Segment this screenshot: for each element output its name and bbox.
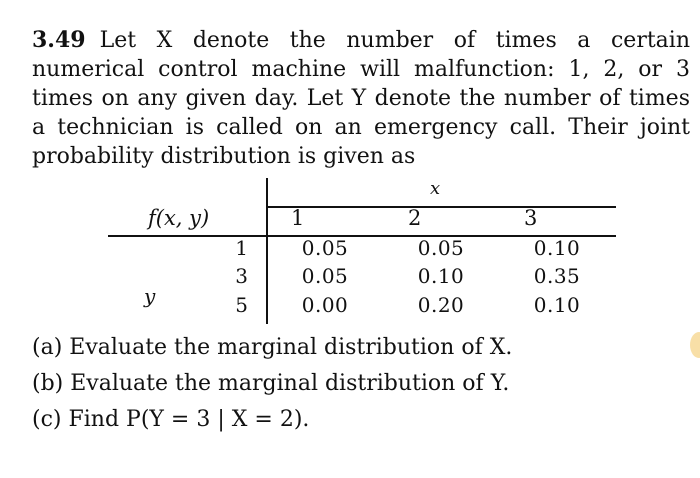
question-parts	[32, 330, 512, 438]
edge-highlight-mark	[690, 332, 700, 358]
x-value-header: 3	[524, 206, 538, 230]
question-part-a: (a) Evaluate the marginal distribution of X.	[32, 335, 513, 360]
table-vertical-rule	[266, 178, 268, 324]
y-value: 1	[235, 236, 248, 260]
question-part-c: (c) Find P(Y = 3 | X = 2).	[32, 407, 310, 432]
y-value: 3	[235, 264, 248, 288]
x-value-header: 2	[408, 206, 422, 230]
probability-cell: 0.10	[533, 236, 581, 260]
x-value-header: 1	[291, 206, 305, 230]
y-value: 5	[235, 293, 248, 317]
problem-text: Let X denote the number of times a certain numerical control machine will malfunction: 1, 2, or 3 times on any given day. Let Y denote the number of times a technician is called on an emergency call. Their joint probability distribution is given as	[32, 28, 690, 169]
y-variable-label: y	[144, 284, 156, 308]
probability-cell: 0.05	[301, 236, 349, 260]
probability-cell: 0.10	[417, 264, 465, 288]
table-header-rule	[266, 206, 616, 208]
probability-cell: 0.00	[301, 293, 349, 317]
probability-cell: 0.20	[417, 293, 465, 317]
probability-cell: 0.10	[533, 293, 581, 317]
question-part-b: (b) Evaluate the marginal distribution of Y.	[32, 371, 510, 396]
probability-cell: 0.05	[417, 236, 465, 260]
joint-distribution-table	[108, 178, 616, 324]
probability-cell: 0.05	[301, 264, 349, 288]
problem-number: 3.49	[32, 27, 86, 53]
x-variable-label: x	[430, 178, 441, 199]
table-corner-label: f(x, y)	[148, 206, 210, 230]
problem-statement	[32, 26, 690, 171]
probability-cell: 0.35	[533, 264, 581, 288]
